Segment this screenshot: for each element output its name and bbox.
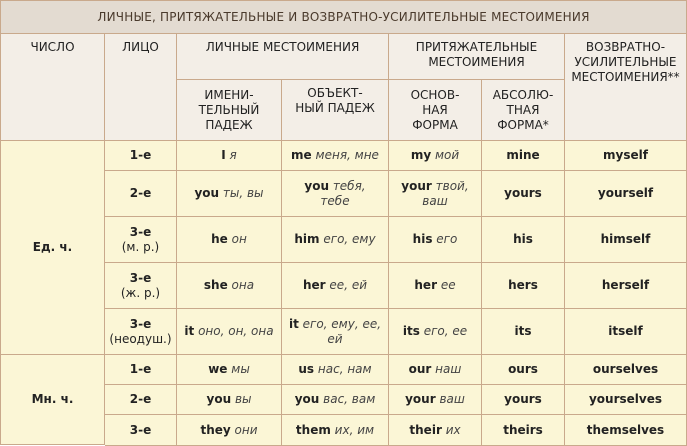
english-pronoun: it <box>288 316 299 331</box>
nominative-cell <box>177 141 282 171</box>
possessive-absolute-cell <box>482 355 565 385</box>
english-pronoun: their <box>409 422 442 437</box>
russian-translation: ее, ей <box>329 278 367 292</box>
english-pronoun: he <box>211 232 228 246</box>
header-line: ПРИТЯЖАТЕЛЬНЫЕ <box>415 40 538 54</box>
english-pronoun: she <box>203 278 228 292</box>
russian-translation: твой, <box>435 178 469 193</box>
reflexive-cell <box>565 141 687 171</box>
group-singular: Ед. ч. <box>1 141 105 355</box>
english-pronoun: me <box>291 148 312 162</box>
reflexive-cell <box>565 171 687 217</box>
english-pronoun: I <box>221 148 226 162</box>
russian-translation: ваш <box>422 193 448 208</box>
person-cell <box>105 385 177 415</box>
russian-translation: мы <box>231 362 250 376</box>
reflexive-cell <box>565 355 687 385</box>
objective-cell <box>282 171 389 217</box>
header-reflexive-pronouns <box>565 34 687 141</box>
english-pronoun: it <box>184 324 195 338</box>
possessive-basic-cell <box>389 309 482 355</box>
possessive-absolute-cell <box>482 415 565 446</box>
english-pronoun: yourself <box>597 186 654 200</box>
english-pronoun: yourselves <box>588 392 663 406</box>
header-line: ТЕЛЬНЫЙ <box>198 102 260 117</box>
person-cell <box>105 415 177 446</box>
english-pronoun: himself <box>600 232 651 246</box>
table-title: ЛИЧНЫЕ, ПРИТЯЖАТЕЛЬНЫЕ И ВОЗВРАТНО-УСИЛИТЕЛЬНЫЕ МЕСТОИМЕНИЯ <box>1 1 687 34</box>
english-pronoun: ourselves <box>592 362 659 376</box>
reflexive-cell <box>565 263 687 309</box>
possessive-basic-cell <box>389 141 482 171</box>
objective-cell <box>282 415 389 446</box>
objective-cell <box>282 385 389 415</box>
english-pronoun: you <box>206 392 232 406</box>
english-pronoun: ours <box>508 362 538 376</box>
russian-translation: ей <box>327 331 343 346</box>
person-cell <box>105 263 177 309</box>
reflexive-cell <box>565 217 687 263</box>
russian-translation: они <box>234 422 258 437</box>
nominative-cell <box>177 217 282 263</box>
header-line: НАЯ <box>422 102 448 117</box>
nominative-cell <box>177 355 282 385</box>
possessive-absolute-cell <box>482 171 565 217</box>
english-pronoun: his <box>513 232 533 246</box>
possessive-basic-cell <box>389 217 482 263</box>
nominative-cell <box>177 171 282 217</box>
nominative-cell <box>177 263 282 309</box>
person-number: 2-е <box>129 392 152 406</box>
russian-translation: меня, мне <box>315 148 379 162</box>
english-pronoun: her <box>302 278 326 292</box>
english-pronoun: herself <box>601 278 650 292</box>
russian-translation: вас, вам <box>323 392 376 406</box>
header-line: ОСНОВ- <box>410 87 460 102</box>
english-pronoun: our <box>408 362 432 376</box>
header-absolute-form <box>482 80 565 141</box>
english-pronoun: mine <box>506 148 540 162</box>
english-pronoun: they <box>200 422 231 437</box>
header-line: НЫЙ ПАДЕЖ <box>295 101 375 115</box>
header-basic-form <box>389 80 482 141</box>
objective-cell <box>282 263 389 309</box>
header-line: ПАДЕЖ <box>205 117 253 132</box>
nominative-cell <box>177 309 282 355</box>
possessive-absolute-cell <box>482 263 565 309</box>
english-pronoun: we <box>208 362 228 376</box>
nominative-cell <box>177 385 282 415</box>
person-number: 3-е <box>129 422 152 437</box>
russian-translation: его, ее <box>423 324 468 338</box>
header-line: МЕСТОИМЕНИЯ <box>428 55 525 69</box>
person-cell <box>105 171 177 217</box>
russian-translation: ваш <box>439 392 465 406</box>
english-pronoun: its <box>514 324 532 338</box>
header-line: УСИЛИТЕЛЬНЫЕ <box>574 55 677 69</box>
english-pronoun: you <box>294 392 320 406</box>
possessive-absolute-cell <box>482 141 565 171</box>
nominative-cell <box>177 415 282 446</box>
russian-translation: ты, вы <box>222 186 264 200</box>
person-note: (неодуш.) <box>109 331 172 346</box>
english-pronoun: myself <box>603 148 648 162</box>
russian-translation: тебя, <box>332 178 366 193</box>
russian-translation: его <box>436 232 458 246</box>
possessive-absolute-cell <box>482 385 565 415</box>
header-line: ОБЪЕКТ- <box>307 86 363 100</box>
english-pronoun: him <box>294 232 320 246</box>
person-cell <box>105 355 177 385</box>
possessive-basic-cell <box>389 415 482 446</box>
english-pronoun: my <box>410 148 432 162</box>
header-line: ИМЕНИ- <box>204 87 254 102</box>
header-person: ЛИЦО <box>105 34 177 141</box>
person-number: 3-е <box>129 224 152 239</box>
header-line: МЕСТОИМЕНИЯ** <box>571 70 680 84</box>
russian-translation: вы <box>234 392 252 406</box>
english-pronoun: yours <box>504 392 542 406</box>
english-pronoun: yours <box>504 186 542 200</box>
english-pronoun: his <box>412 232 433 246</box>
person-number: 1-е <box>129 362 152 376</box>
objective-cell <box>282 355 389 385</box>
possessive-basic-cell <box>389 171 482 217</box>
header-nominative <box>177 80 282 141</box>
person-number: 3-е <box>129 316 152 331</box>
russian-translation: тебе <box>320 193 350 208</box>
russian-translation: нас, нам <box>317 362 372 376</box>
english-pronoun: itself <box>608 324 643 338</box>
russian-translation: ее <box>440 278 456 292</box>
english-pronoun: us <box>298 362 315 376</box>
objective-cell <box>282 217 389 263</box>
russian-translation: мой <box>434 148 460 162</box>
objective-cell <box>282 309 389 355</box>
reflexive-cell <box>565 415 687 446</box>
possessive-basic-cell <box>389 385 482 415</box>
person-note: (м. р.) <box>121 239 160 254</box>
header-personal-pronouns: ЛИЧНЫЕ МЕСТОИМЕНИЯ <box>177 34 389 80</box>
english-pronoun: your <box>401 178 432 193</box>
group-plural: Мн. ч. <box>1 355 105 445</box>
header-possessive-pronouns <box>389 34 565 80</box>
english-pronoun: you <box>304 178 329 193</box>
russian-translation: их, им <box>334 422 375 437</box>
english-pronoun: its <box>402 324 420 338</box>
person-number: 1-е <box>129 148 152 162</box>
header-line: ФОРМА <box>412 117 458 132</box>
russian-translation: их <box>445 422 461 437</box>
reflexive-cell <box>565 385 687 415</box>
possessive-absolute-cell <box>482 217 565 263</box>
english-pronoun: her <box>414 278 437 292</box>
person-number: 2-е <box>129 186 152 200</box>
header-objective <box>282 80 389 141</box>
person-cell <box>105 141 177 171</box>
header-line: ВОЗВРАТНО- <box>585 40 666 54</box>
header-number: ЧИСЛО <box>1 34 105 141</box>
russian-translation: оно, он, она <box>198 324 274 338</box>
possessive-basic-cell <box>389 263 482 309</box>
english-pronoun: them <box>295 422 331 437</box>
english-pronoun: you <box>194 186 220 200</box>
russian-translation: наш <box>435 362 462 376</box>
header-line: ФОРМА* <box>497 117 549 132</box>
person-number: 3-е <box>129 270 152 285</box>
person-cell <box>105 309 177 355</box>
person-note: (ж. р.) <box>120 285 161 300</box>
russian-translation: я <box>229 148 237 162</box>
russian-translation: он <box>231 232 247 246</box>
english-pronoun: hers <box>508 278 538 292</box>
header-line: АБСОЛЮ- <box>492 87 554 102</box>
header-line: ТНАЯ <box>506 102 540 117</box>
possessive-absolute-cell <box>482 309 565 355</box>
russian-translation: его, ему <box>323 232 376 246</box>
russian-translation: она <box>231 278 255 292</box>
objective-cell <box>282 141 389 171</box>
english-pronoun: theirs <box>503 422 543 437</box>
english-pronoun: your <box>405 392 436 406</box>
russian-translation: его, ему, ее, <box>302 316 382 331</box>
reflexive-cell <box>565 309 687 355</box>
possessive-basic-cell <box>389 355 482 385</box>
english-pronoun: themselves <box>586 422 665 437</box>
person-cell <box>105 217 177 263</box>
